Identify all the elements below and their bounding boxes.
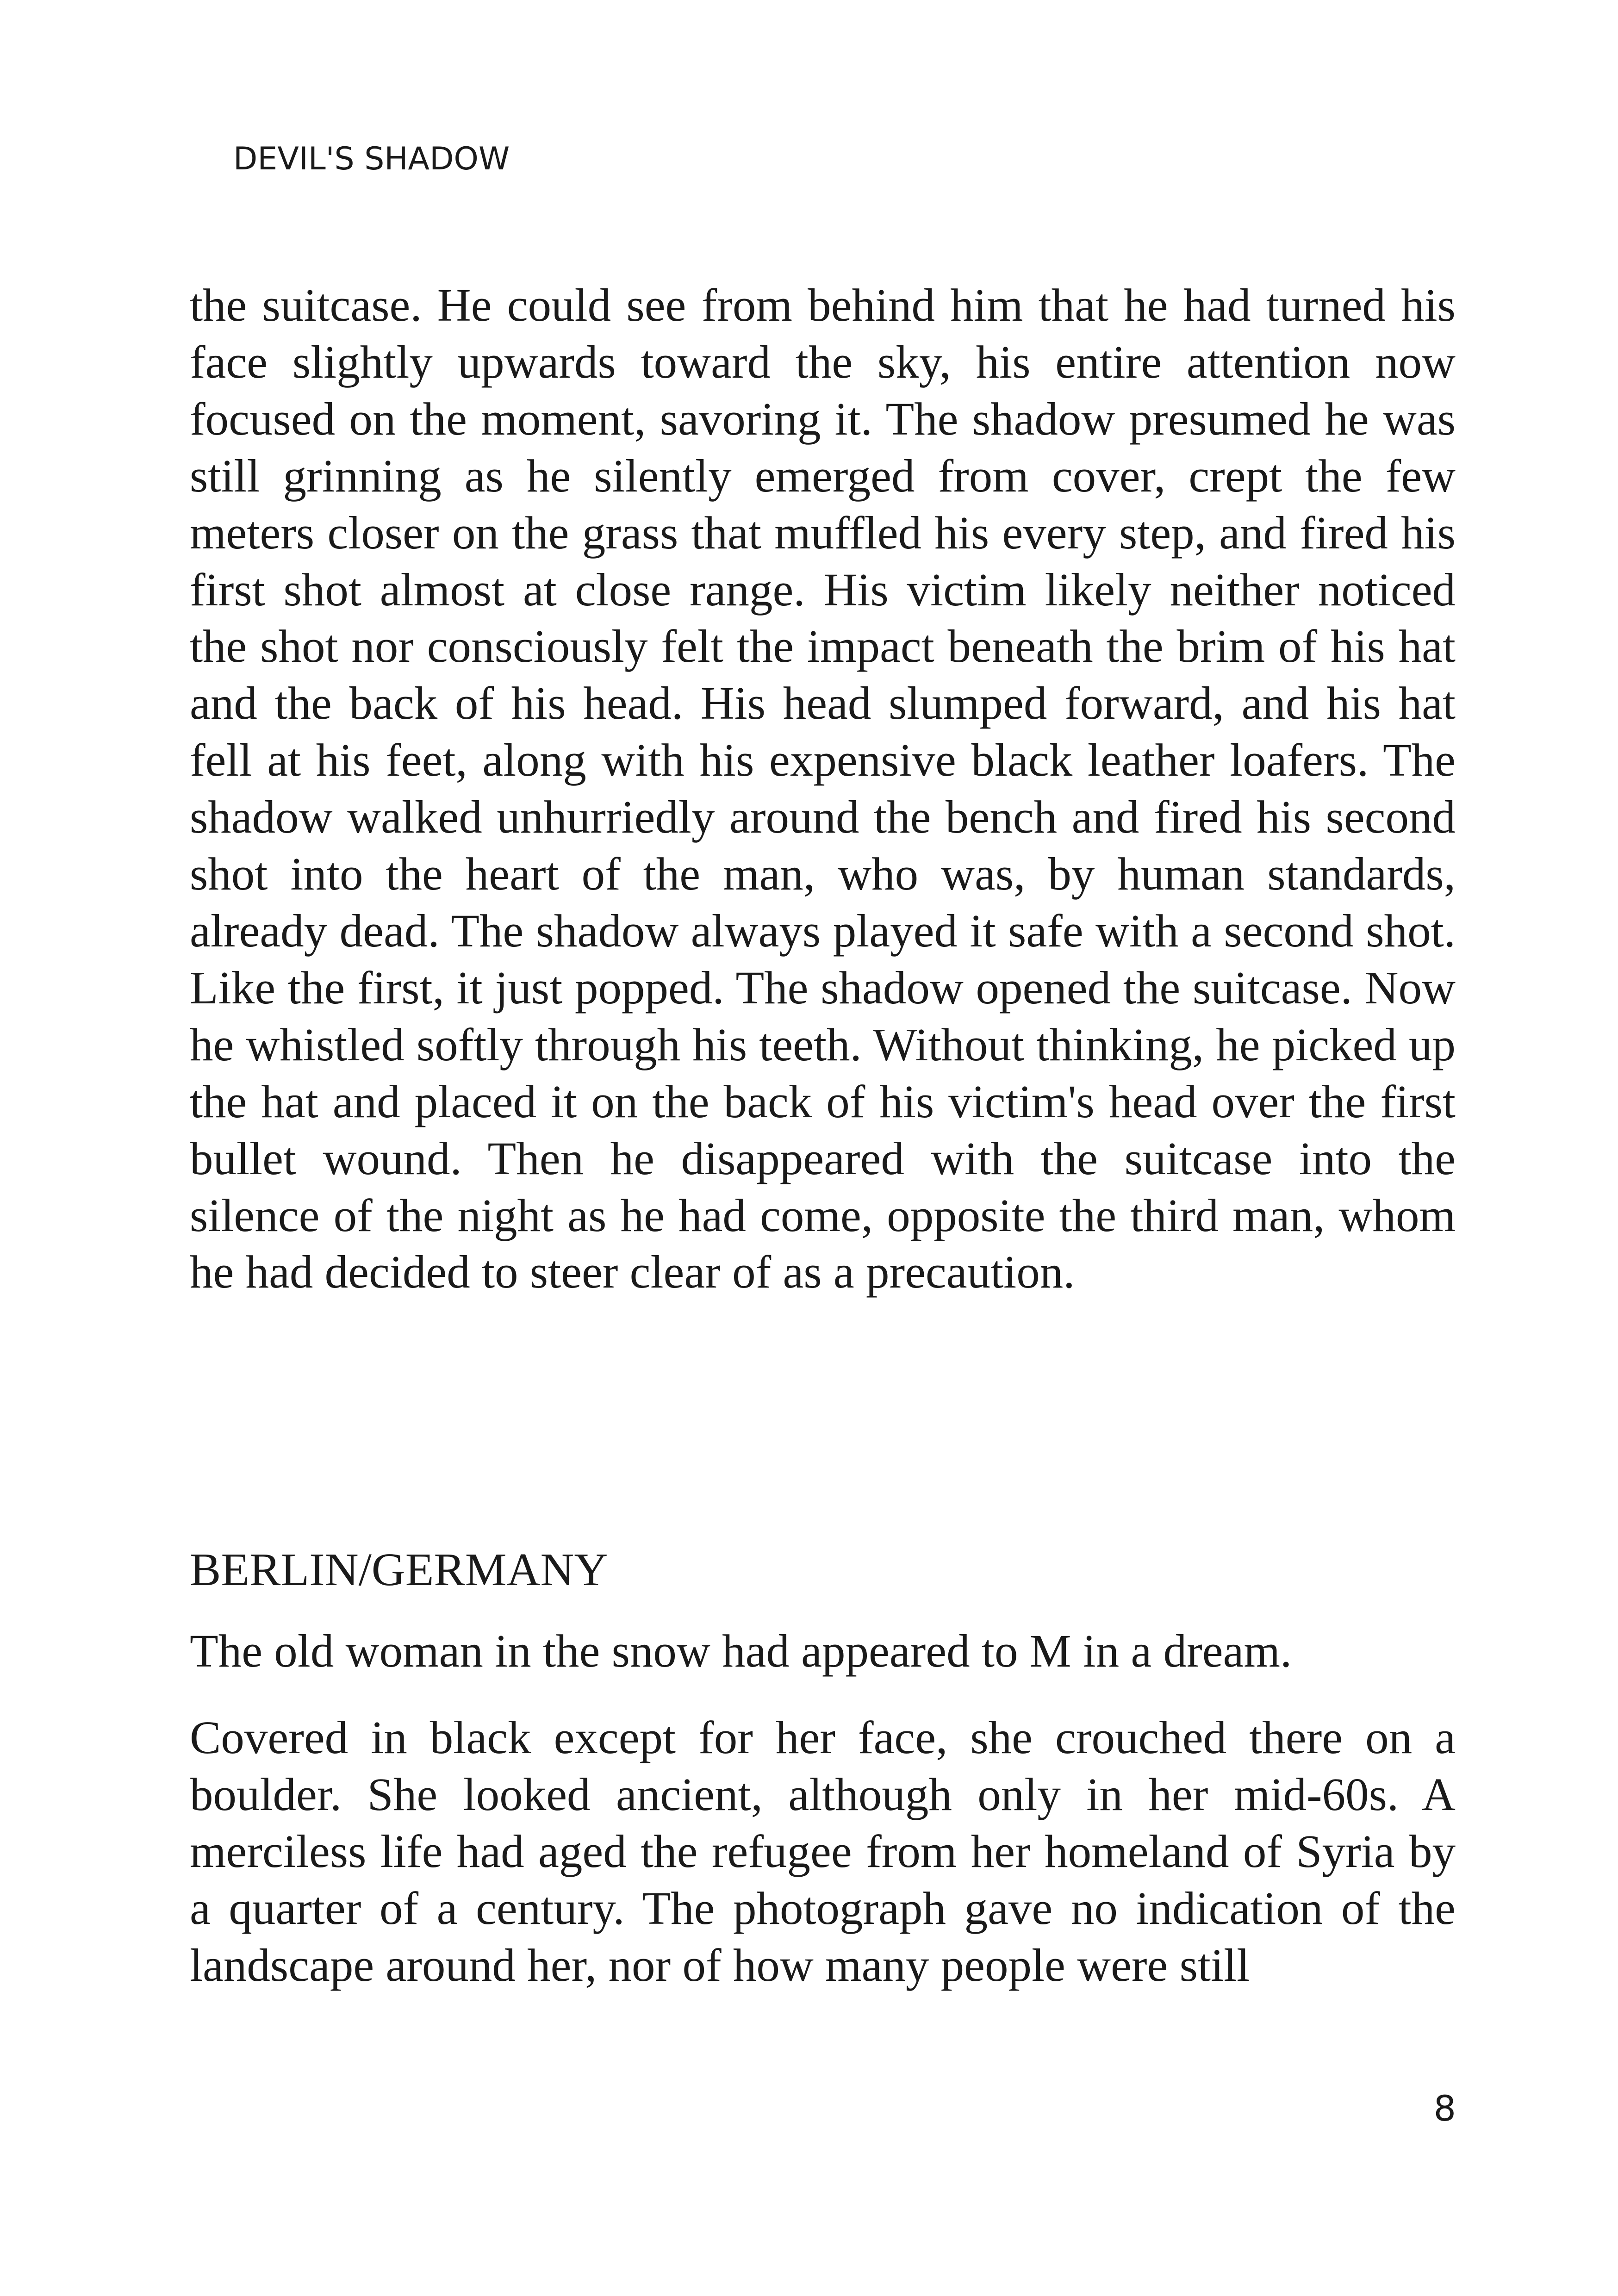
- body-paragraph: [190, 277, 1456, 1300]
- body-paragraph-short: The old woman in the snow had appeared to M in a dream.: [190, 1625, 1292, 1677]
- paragraph-text: Covered in black except for her face, she crouched there on a boulder. She looked ancient, although only in her mid-60s. A merciless life had aged the refugee from her homeland of Syria by a quarter of a century. The photograph gave no indication of the landscape around her, nor of how many people were still: [190, 1711, 1456, 1991]
- page-number: 8: [1433, 2088, 1456, 2129]
- running-header: DEVIL'S SHADOW: [233, 141, 510, 177]
- body-paragraph: [190, 1709, 1456, 1994]
- section-heading: BERLIN/GERMANY: [190, 1543, 608, 1595]
- paragraph-text: the suitcase. He could see from behind him that he had turned his face slightly upwards toward the sky, his entire attention now focused on the moment, savoring it. The shadow presumed he was still grinning as he silently emerged from cover, crept the few meters closer on the grass that muffled his every step, and fired his first shot almost at close range. His victim likely neither noticed the shot nor consciously felt the impact beneath the brim of his hat and the back of his head. His head slumped forward, and his hat fell at his feet, along with his expensive black leather loafers. The shadow walked unhurriedly around the bench and fired his second shot into the heart of the man, who was, by human standards, already dead. The shadow always played it safe with a second shot. Like the first, it just popped. The shadow opened the suitcase. Now he whistled softly through his teeth. Without thinking, he picked up the hat and placed it on the back of his victim's head over the first bullet wound. Then he disappeared with the suitcase into the silence of the night as he had come, opposite the third man, whom he had decided to steer clear of as a precaution.: [190, 279, 1456, 1298]
